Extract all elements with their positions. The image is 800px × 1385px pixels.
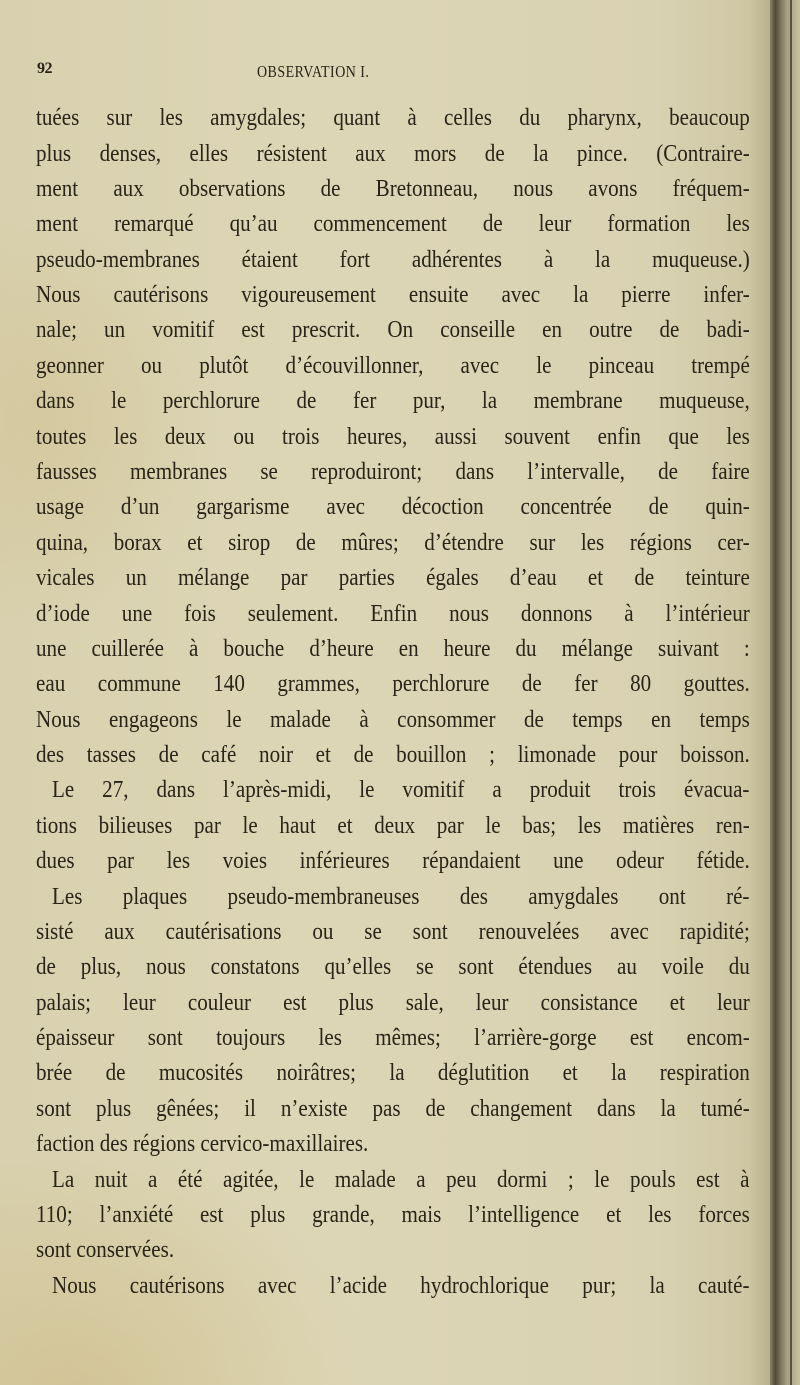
text-line: Le 27, dans l’après-midi, le vomitif a produit trois évacua- [52,776,750,803]
text-line: fausses membranes se reproduiront; dans l’intervalle, de faire [36,458,750,485]
gutter-edge [790,0,792,1385]
text-line: pseudo-membranes étaient fort adhérentes à la muqueuse.) [36,246,750,273]
text-line: sont conservées. [36,1236,175,1263]
text-line: eau commune 140 grammes, perchlorure de fer 80 gouttes. [36,670,750,697]
text-line: épaisseur sont toujours les mêmes; l’arrière-gorge est encom- [36,1024,750,1051]
running-head [37,60,757,86]
text-line: tuées sur les amygdales; quant à celles du pharynx, beaucoup [36,104,750,131]
text-line: Les plaques pseudo-membraneuses des amygdales ont ré- [52,883,750,910]
text-line: La nuit a été agitée, le malade a peu dormi ; le pouls est à [52,1166,750,1193]
text-line: des tasses de café noir et de bouillon ; limonade pour boisson. [36,741,750,768]
text-line: dues par les voies inférieures répandaient une odeur fétide. [36,847,750,874]
text-line: palais; leur couleur est plus sale, leur consistance et leur [36,989,750,1016]
text-line: plus denses, elles résistent aux mors de la pince. (Contraire- [36,140,750,167]
text-line: toutes les deux ou trois heures, aussi souvent enfin que les [36,423,750,450]
text-line: ment remarqué qu’au commencement de leur formation les [36,210,750,237]
text-line: faction des régions cervico-maxillaires. [36,1130,369,1157]
text-line: vicales un mélange par parties égales d’eau et de teinture [36,564,750,591]
text-line: Nous engageons le malade à consommer de temps en temps [36,706,750,733]
text-line: usage d’un gargarisme avec décoction concentrée de quin- [36,493,750,520]
text-line: quina, borax et sirop de mûres; d’étendre sur les régions cer- [36,529,750,556]
text-line: de plus, nous constatons qu’elles se sont étendues au voile du [36,953,750,980]
text-line: sont plus gênées; il n’existe pas de changement dans la tumé- [36,1095,750,1122]
text-line: tions bilieuses par le haut et deux par le bas; les matières ren- [36,812,750,839]
text-line: ment aux observations de Bretonneau, nous avons fréquem- [36,175,750,202]
text-line: nale; un vomitif est prescrit. On conseille en outre de badi- [36,316,750,343]
page-number: 92 [37,60,52,77]
book-gutter [770,0,800,1385]
text-line: sisté aux cautérisations ou se sont renouvelées avec rapidité; [36,918,750,945]
text-line: 110; l’anxiété est plus grande, mais l’intelligence et les forces [36,1201,750,1228]
text-line: Nous cautérisons vigoureusement ensuite avec la pierre infer- [36,281,750,308]
text-line: geonner ou plutôt d’écouvillonner, avec le pinceau trempé [36,352,750,379]
text-line: d’iode une fois seulement. Enfin nous donnons à l’intérieur [36,600,750,627]
text-line: une cuillerée à bouche d’heure en heure du mélange suivant : [36,635,750,662]
text-line: Nous cautérisons avec l’acide hydrochlorique pur; la cauté- [52,1272,750,1299]
text-line: dans le perchlorure de fer pur, la membrane muqueuse, [36,387,750,414]
text-line: brée de mucosités noirâtres; la déglutition et la respiration [36,1059,750,1086]
chapter-title: OBSERVATION I. [257,62,370,81]
